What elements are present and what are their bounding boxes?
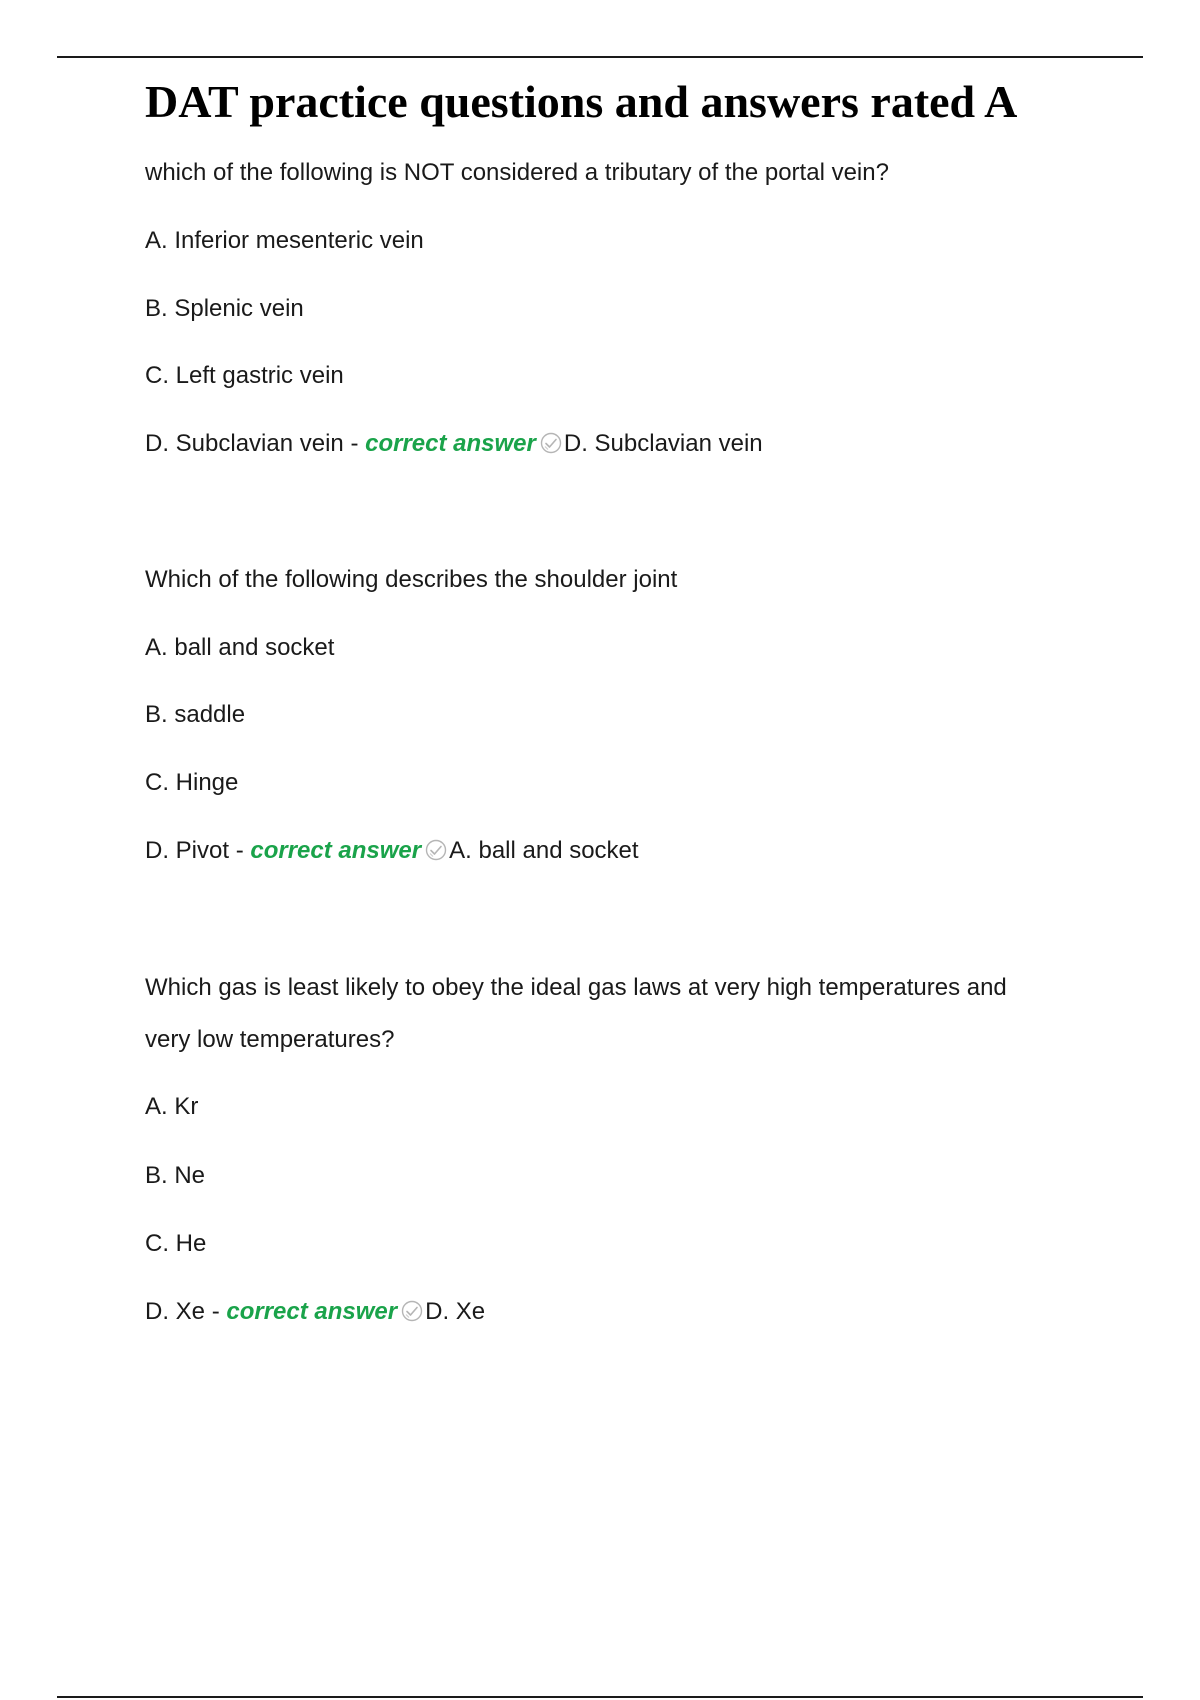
question-3-option-a: A. Kr <box>145 1093 199 1120</box>
check-circle-icon <box>540 432 562 454</box>
question-2-answer: A. ball and socket <box>449 837 639 864</box>
correct-answer-label: correct answer <box>365 430 536 457</box>
answer-separator: - <box>205 1298 227 1325</box>
answer-separator: - <box>343 430 366 457</box>
check-circle-icon <box>425 839 447 861</box>
question-1-option-d: D. Subclavian vein <box>145 430 344 457</box>
document-title: DAT practice questions and answers rated A <box>145 76 1018 127</box>
question-1-option-a: A. Inferior mesenteric vein <box>145 227 424 254</box>
correct-answer-label: correct answer <box>226 1298 398 1325</box>
question-1-prompt: which of the following is NOT considered a tributary of the portal vein? <box>145 159 889 186</box>
question-2-option-c: C. Hinge <box>145 769 239 796</box>
answer-separator: - <box>229 837 251 864</box>
question-2-option-d-row <box>145 835 639 867</box>
question-2-option-a: A. ball and socket <box>145 634 335 661</box>
top-rule <box>57 56 1143 58</box>
question-1-option-d-row <box>145 428 763 460</box>
correct-answer-label: correct answer <box>250 837 422 864</box>
check-circle-icon <box>401 1300 423 1322</box>
question-3-option-b: B. Ne <box>145 1162 206 1189</box>
question-2-option-d: D. Pivot <box>145 837 230 864</box>
bottom-rule <box>57 1696 1143 1698</box>
question-1-answer: D. Subclavian vein <box>563 430 763 457</box>
question-1-option-b: B. Splenic vein <box>145 295 304 322</box>
question-2-option-b: B. saddle <box>145 701 246 728</box>
question-3-option-d: D. Xe <box>145 1298 206 1325</box>
question-1-option-c: C. Left gastric vein <box>145 362 344 389</box>
question-3-prompt-line-1: Which gas is least likely to obey the ideal gas laws at very high temperatures and <box>145 974 1007 1001</box>
question-3-prompt-line-2: very low temperatures? <box>145 1026 395 1053</box>
question-2-prompt: Which of the following describes the shoulder joint <box>145 566 678 593</box>
question-3-option-c: C. He <box>145 1230 207 1257</box>
question-3-answer: D. Xe <box>425 1298 486 1325</box>
question-3-option-d-row <box>145 1296 485 1328</box>
